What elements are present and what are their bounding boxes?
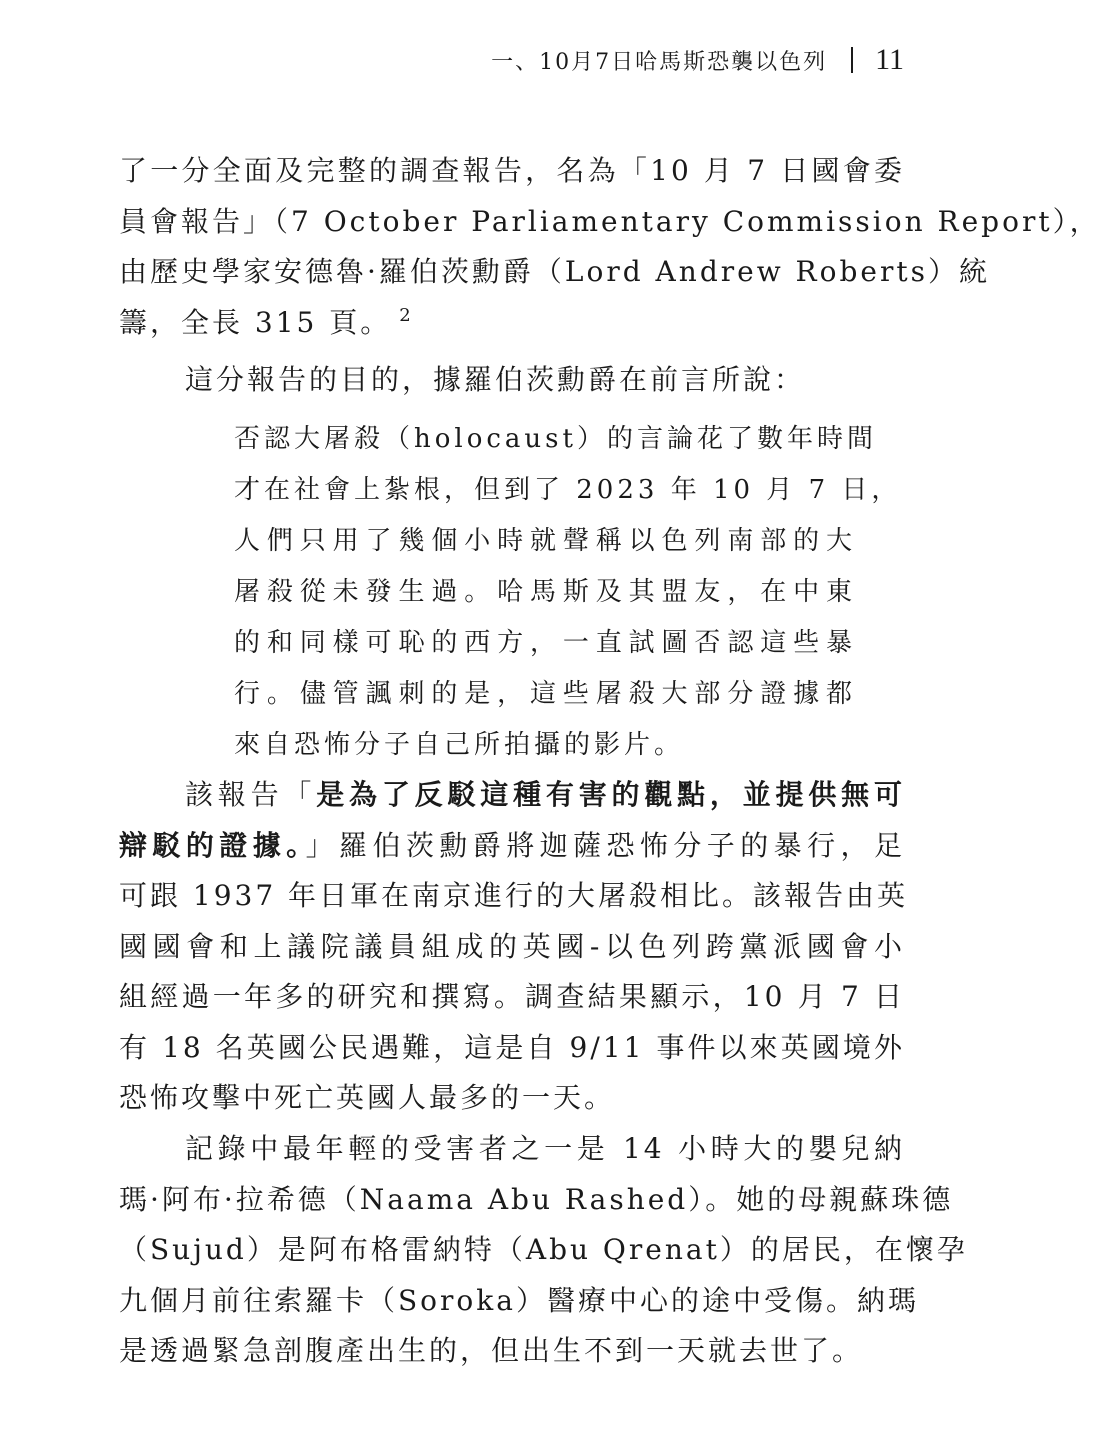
quote-line: 行。儘管諷刺的是，這些屠殺大部分證據都: [234, 679, 856, 709]
paragraph-3: [119, 770, 909, 1124]
text-line: 恐怖攻擊中死亡英國人最多的一天。: [119, 1081, 616, 1114]
text-line: 可跟 1937 年日軍在南京進行的大屠殺相比。該報告由英: [119, 879, 909, 912]
paragraph-4: [119, 1124, 968, 1377]
quote-line: 否認大屠殺（holocaust）的言論花了數年時間: [234, 424, 877, 454]
quote-line: 來自恐怖分子自己所拍攝的影片。: [234, 730, 685, 760]
text-line: 組經過一年多的研究和撰寫。調查結果顯示，10 月 7 日: [119, 980, 905, 1013]
paragraph-1: [119, 146, 1101, 348]
text-line: [119, 298, 905, 349]
text-line-content: 籌，全長 315 頁。: [119, 305, 392, 339]
quote-line: 的和同樣可恥的西方，一直試圖否認這些暴: [234, 628, 856, 658]
text-line: （Sujud）是阿布格雷納特（Abu Qrenat）的居民，在懷孕: [119, 1233, 968, 1266]
text-line: 員會報告」（7 October Parliamentary Commission Report），: [119, 204, 1101, 238]
text-line: 由歷史學家安德魯·羅伯茨勳爵（Lord Andrew Roberts）統: [119, 255, 991, 288]
quoted-text: 是為了反駁這種有害的觀點，並提供無可: [316, 778, 905, 811]
text-line: 是透過緊急剖腹產出生的，但出生不到一天就去世了。: [119, 1334, 864, 1367]
text-line: 有 18 名英國公民遇難，這是自 9/11 事件以來英國境外: [119, 1030, 905, 1064]
quote-line: 才在社會上紮根，但到了 2023 年 10 月 7 日，: [234, 475, 902, 505]
text-line: 九個月前往索羅卡（Soroka）醫療中心的途中受傷。納瑪: [119, 1283, 919, 1317]
text-line: [119, 821, 905, 872]
running-header: [491, 40, 904, 80]
footnote-marker: 2: [399, 305, 414, 327]
text-line: 這分報告的目的，據羅伯茨勳爵在前言所說：: [185, 363, 806, 396]
quoted-text: 辯駁的證據。: [119, 828, 306, 862]
text-fragment: 」羅伯茨勳爵將迦薩恐怖分子的暴行，足: [305, 828, 905, 862]
page-number: 11: [875, 43, 904, 76]
text-line: [119, 770, 905, 821]
text-line: 記錄中最年輕的受害者之一是 14 小時大的嬰兒納: [185, 1132, 905, 1165]
block-quote: [234, 414, 902, 771]
quote-line: 屠殺從未發生過。哈馬斯及其盟友，在中東: [234, 577, 856, 607]
quote-line: 人們只用了幾個小時就聲稱以色列南部的大: [234, 526, 856, 556]
paragraph-2: [119, 355, 905, 406]
chapter-title: 一、10月7日哈馬斯恐襲以色列: [491, 49, 828, 75]
text-fragment: 該報告「: [185, 778, 317, 811]
text-line: 了一分全面及完整的調查報告，名為「10 月 7 日國會委: [119, 154, 905, 187]
header-separator: [851, 47, 853, 73]
text-line: 瑪·阿布·拉希德（Naama Abu Rashed）。她的母親蘇珠德: [119, 1182, 954, 1216]
text-line: 國國會和上議院議員組成的英國-以色列跨黨派國會小: [119, 929, 905, 963]
